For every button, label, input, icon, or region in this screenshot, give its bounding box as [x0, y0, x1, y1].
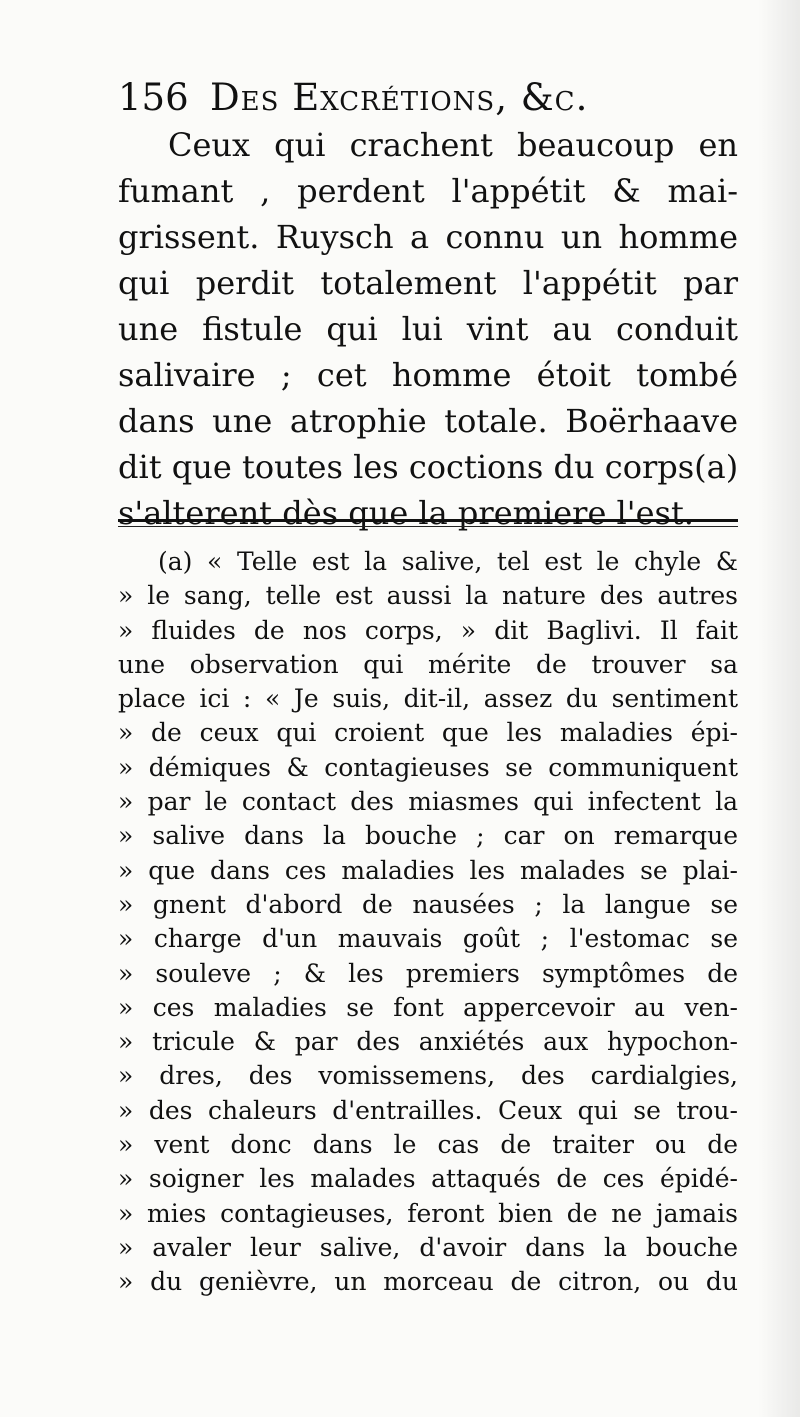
body-line: dit que toutes les coctions du corps(a) — [118, 448, 739, 486]
footnote-line: » dres, des vomissemens, des cardialgies, — [118, 1061, 738, 1091]
footnote-line: » tricule & par des anxiétés aux hypochon- — [118, 1027, 738, 1057]
footnote-line: » vent donc dans le cas de traiter ou de — [118, 1130, 738, 1160]
footnote — [118, 545, 738, 1300]
footnote-line: (a) « Telle est la salive, tel est le chyle & — [158, 547, 738, 576]
page-edge-shading — [758, 0, 800, 1417]
footnote-line: » charge d'un mauvais goût ; l'estomac se — [118, 924, 738, 954]
footnote-line: » par le contact des miasmes qui infectent la — [118, 787, 738, 817]
body-line: fumant , perdent l'appétit & mai- — [118, 172, 738, 210]
body-paragraph — [118, 122, 738, 536]
running-header — [118, 70, 678, 126]
footnote-line: » salive dans la bouche ; car on remarque — [118, 821, 738, 851]
footnote-line: » démiques & contagieuses se communiquent — [118, 752, 738, 782]
body-line: s'alterent dès que la premiere l'est. — [118, 494, 694, 532]
footnote-line: » soigner les malades attaqués de ces épidé- — [118, 1164, 738, 1194]
footnote-line: » mies contagieuses, feront bien de ne jamais — [118, 1198, 738, 1228]
body-line: une fistule qui lui vint au conduit — [118, 310, 738, 348]
footnote-separator-thin-rule — [118, 526, 738, 527]
footnote-line: » avaler leur salive, d'avoir dans la bouche — [118, 1232, 738, 1262]
body-line: dans une atrophie totale. Boërhaave — [118, 402, 738, 440]
page-number: 156 — [118, 76, 189, 119]
body-line: Ceux qui crachent beaucoup en — [168, 126, 738, 164]
body-line: grissent. Ruysch a connu un homme — [118, 218, 738, 256]
footnote-line: » gnent d'abord de nausées ; la langue se — [118, 889, 738, 919]
footnote-separator-rule — [118, 519, 738, 522]
footnote-line: » que dans ces maladies les malades se plai- — [118, 855, 738, 885]
footnote-line: une observation qui mérite de trouver sa — [118, 649, 738, 679]
footnote-line: » des chaleurs d'entrailles. Ceux qui se trou- — [118, 1095, 738, 1125]
footnote-line: » fluides de nos corps, » dit Baglivi. Il fait — [118, 615, 738, 645]
body-line: qui perdit totalement l'appétit par — [118, 264, 738, 302]
footnote-line: place ici : « Je suis, dit-il, assez du sentiment — [118, 684, 738, 714]
footnote-line: » de ceux qui croient que les maladies épi- — [118, 718, 738, 748]
body-line: salivaire ; cet homme étoit tombé — [118, 356, 738, 394]
running-title: Des Excrétions, &c. — [210, 76, 589, 119]
footnote-line: » le sang, telle est aussi la nature des autres — [118, 581, 738, 611]
footnote-line: » ces maladies se font appercevoir au ven- — [118, 992, 738, 1022]
footnote-line: » du genièvre, un morceau de citron, ou du — [118, 1267, 738, 1297]
footnote-line: » souleve ; & les premiers symptômes de — [118, 958, 738, 988]
